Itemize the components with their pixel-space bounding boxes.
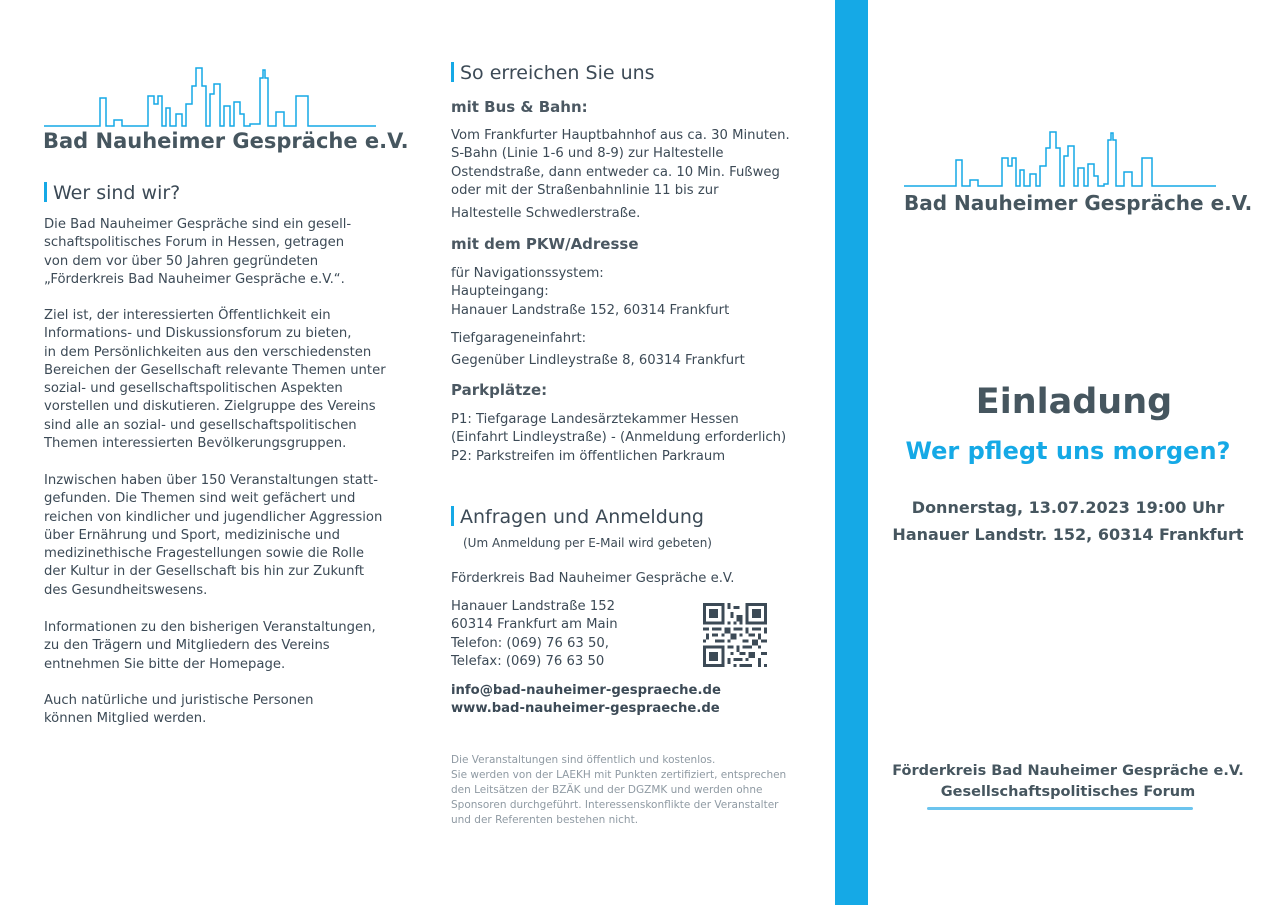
logo-name-cover: Bad Nauheimer Gespräche e.V. — [904, 191, 1253, 215]
garage-address: Gegenüber Lindleystraße 8, 60314 Frankfurt — [451, 353, 745, 368]
parking-heading: Parkplätze: — [451, 381, 548, 399]
contact-address: Hanauer Landstraße 152 60314 Frankfurt am Main Telefon: (069) 76 63 50, Telefax: (069) 76 63 50 — [451, 599, 618, 669]
organization-name: Förderkreis Bad Nauheimer Gespräche e.V. — [451, 571, 735, 586]
intro-paragraph: Die Bad Nauheimer Gespräche sind ein gesell- schaftspolitisches Forum in Hessen, getragen von dem vor über 50 Jahren gegründeten „Förderkreis Bad Nauheimer Gespräche e.V.“. — [44, 217, 352, 287]
bus-text: Vom Frankfurter Hauptbahnhof aus ca. 30 Minuten. S-Bahn (Linie 1-6 und 8-9) zur Haltestelle Ostendstraße, dann entweder ca. 10 Min. Fußweg oder mit der Straßenbahnlinie 11 bis zur — [451, 128, 790, 198]
car-address: für Navigationssystem: Haupteingang: Hanauer Landstraße 152, 60314 Frankfurt — [451, 266, 730, 318]
cover-footer: Förderkreis Bad Nauheimer Gespräche e.V. Gesellschaftspolitisches Forum — [892, 763, 1244, 800]
heading-anmeldung: Anfragen und Anmeldung — [451, 506, 704, 528]
footer-underline — [927, 807, 1193, 810]
membership-paragraph: Auch natürliche und juristische Personen können Mitglied werden. — [44, 693, 314, 727]
contact-note: (Um Anmeldung per E-Mail wird gebeten) — [463, 536, 712, 550]
event-details: Donnerstag, 13.07.2023 19:00 Uhr Hanauer Landstr. 152, 60314 Frankfurt — [892, 498, 1244, 544]
disclaimer-text: Die Veranstaltungen sind öffentlich und kostenlos. Sie werden von der LAEKH mit Punkten zertifiziert, entsprechen den Leitsätzen der BZÄK und der DGZMK und werden ohne Sponsoren durchgeführt. Interessenskonflikte der Veranstalter und der Referenten bestehen nicht. — [451, 754, 787, 826]
homepage-paragraph: Informationen zu den bisherigen Veranstaltungen, zu den Trägern und Mitgliedern des Vereins entnehmen Sie bitte der Homepage. — [44, 620, 376, 672]
event-topic: Wer pflegt uns morgen? — [905, 437, 1231, 465]
qr-code-icon[interactable] — [703, 603, 767, 667]
invitation-title: Einladung — [975, 382, 1173, 422]
bus-heading: mit Bus & Bahn: — [451, 98, 588, 116]
frankfurt-skyline-icon — [44, 66, 376, 128]
blue-fold-stripe — [835, 0, 868, 905]
events-paragraph: Inzwischen haben über 150 Veranstaltungen statt- gefunden. Die Themen sind weit gefächert und reichen von kindlicher und jugendlicher Aggression über Ernährung und Sport, medizinische und medizinethische Fragestellungen sowie die Rolle der Kultur in der Gesellschaft bis hin zur Zukunft des Gesundheitswesens. — [44, 473, 383, 598]
contact-email[interactable]: info@bad-nauheimer-gespraeche.de — [451, 683, 721, 698]
bus-text-stop: Haltestelle Schwedlerstraße. — [451, 206, 641, 221]
heading-wer-sind-wir: Wer sind wir? — [44, 182, 180, 204]
logo-name-left: Bad Nauheimer Gespräche e.V. — [43, 129, 409, 153]
garage-label: Tiefgarageneinfahrt: — [451, 331, 587, 346]
heading-anfahrt: So erreichen Sie uns — [451, 62, 655, 84]
frankfurt-skyline-icon-cover — [904, 130, 1216, 188]
car-heading: mit dem PKW/Adresse — [451, 235, 639, 253]
contact-website[interactable]: www.bad-nauheimer-gespraeche.de — [451, 701, 720, 716]
goal-paragraph: Ziel ist, der interessierten Öffentlichkeit ein Informations- und Diskussionsforum zu bieten, in dem Persönlichkeiten aus den verschiedensten Bereichen der Gesellschaft relevante Themen unter sozial- und gesellschaftspolitischen Aspekten vorstellen und diskutieren. Zielgruppe des Vereins sind alle an sozial- und gesellschaftspolitischen Themen interessierten Bevölkerungsgruppen. — [44, 308, 386, 452]
parking-text: P1: Tiefgarage Landesärztekammer Hessen (Einfahrt Lindleystraße) - (Anmeldung erforderlich) P2: Parkstreifen im öffentlichen Parkraum — [451, 412, 787, 464]
